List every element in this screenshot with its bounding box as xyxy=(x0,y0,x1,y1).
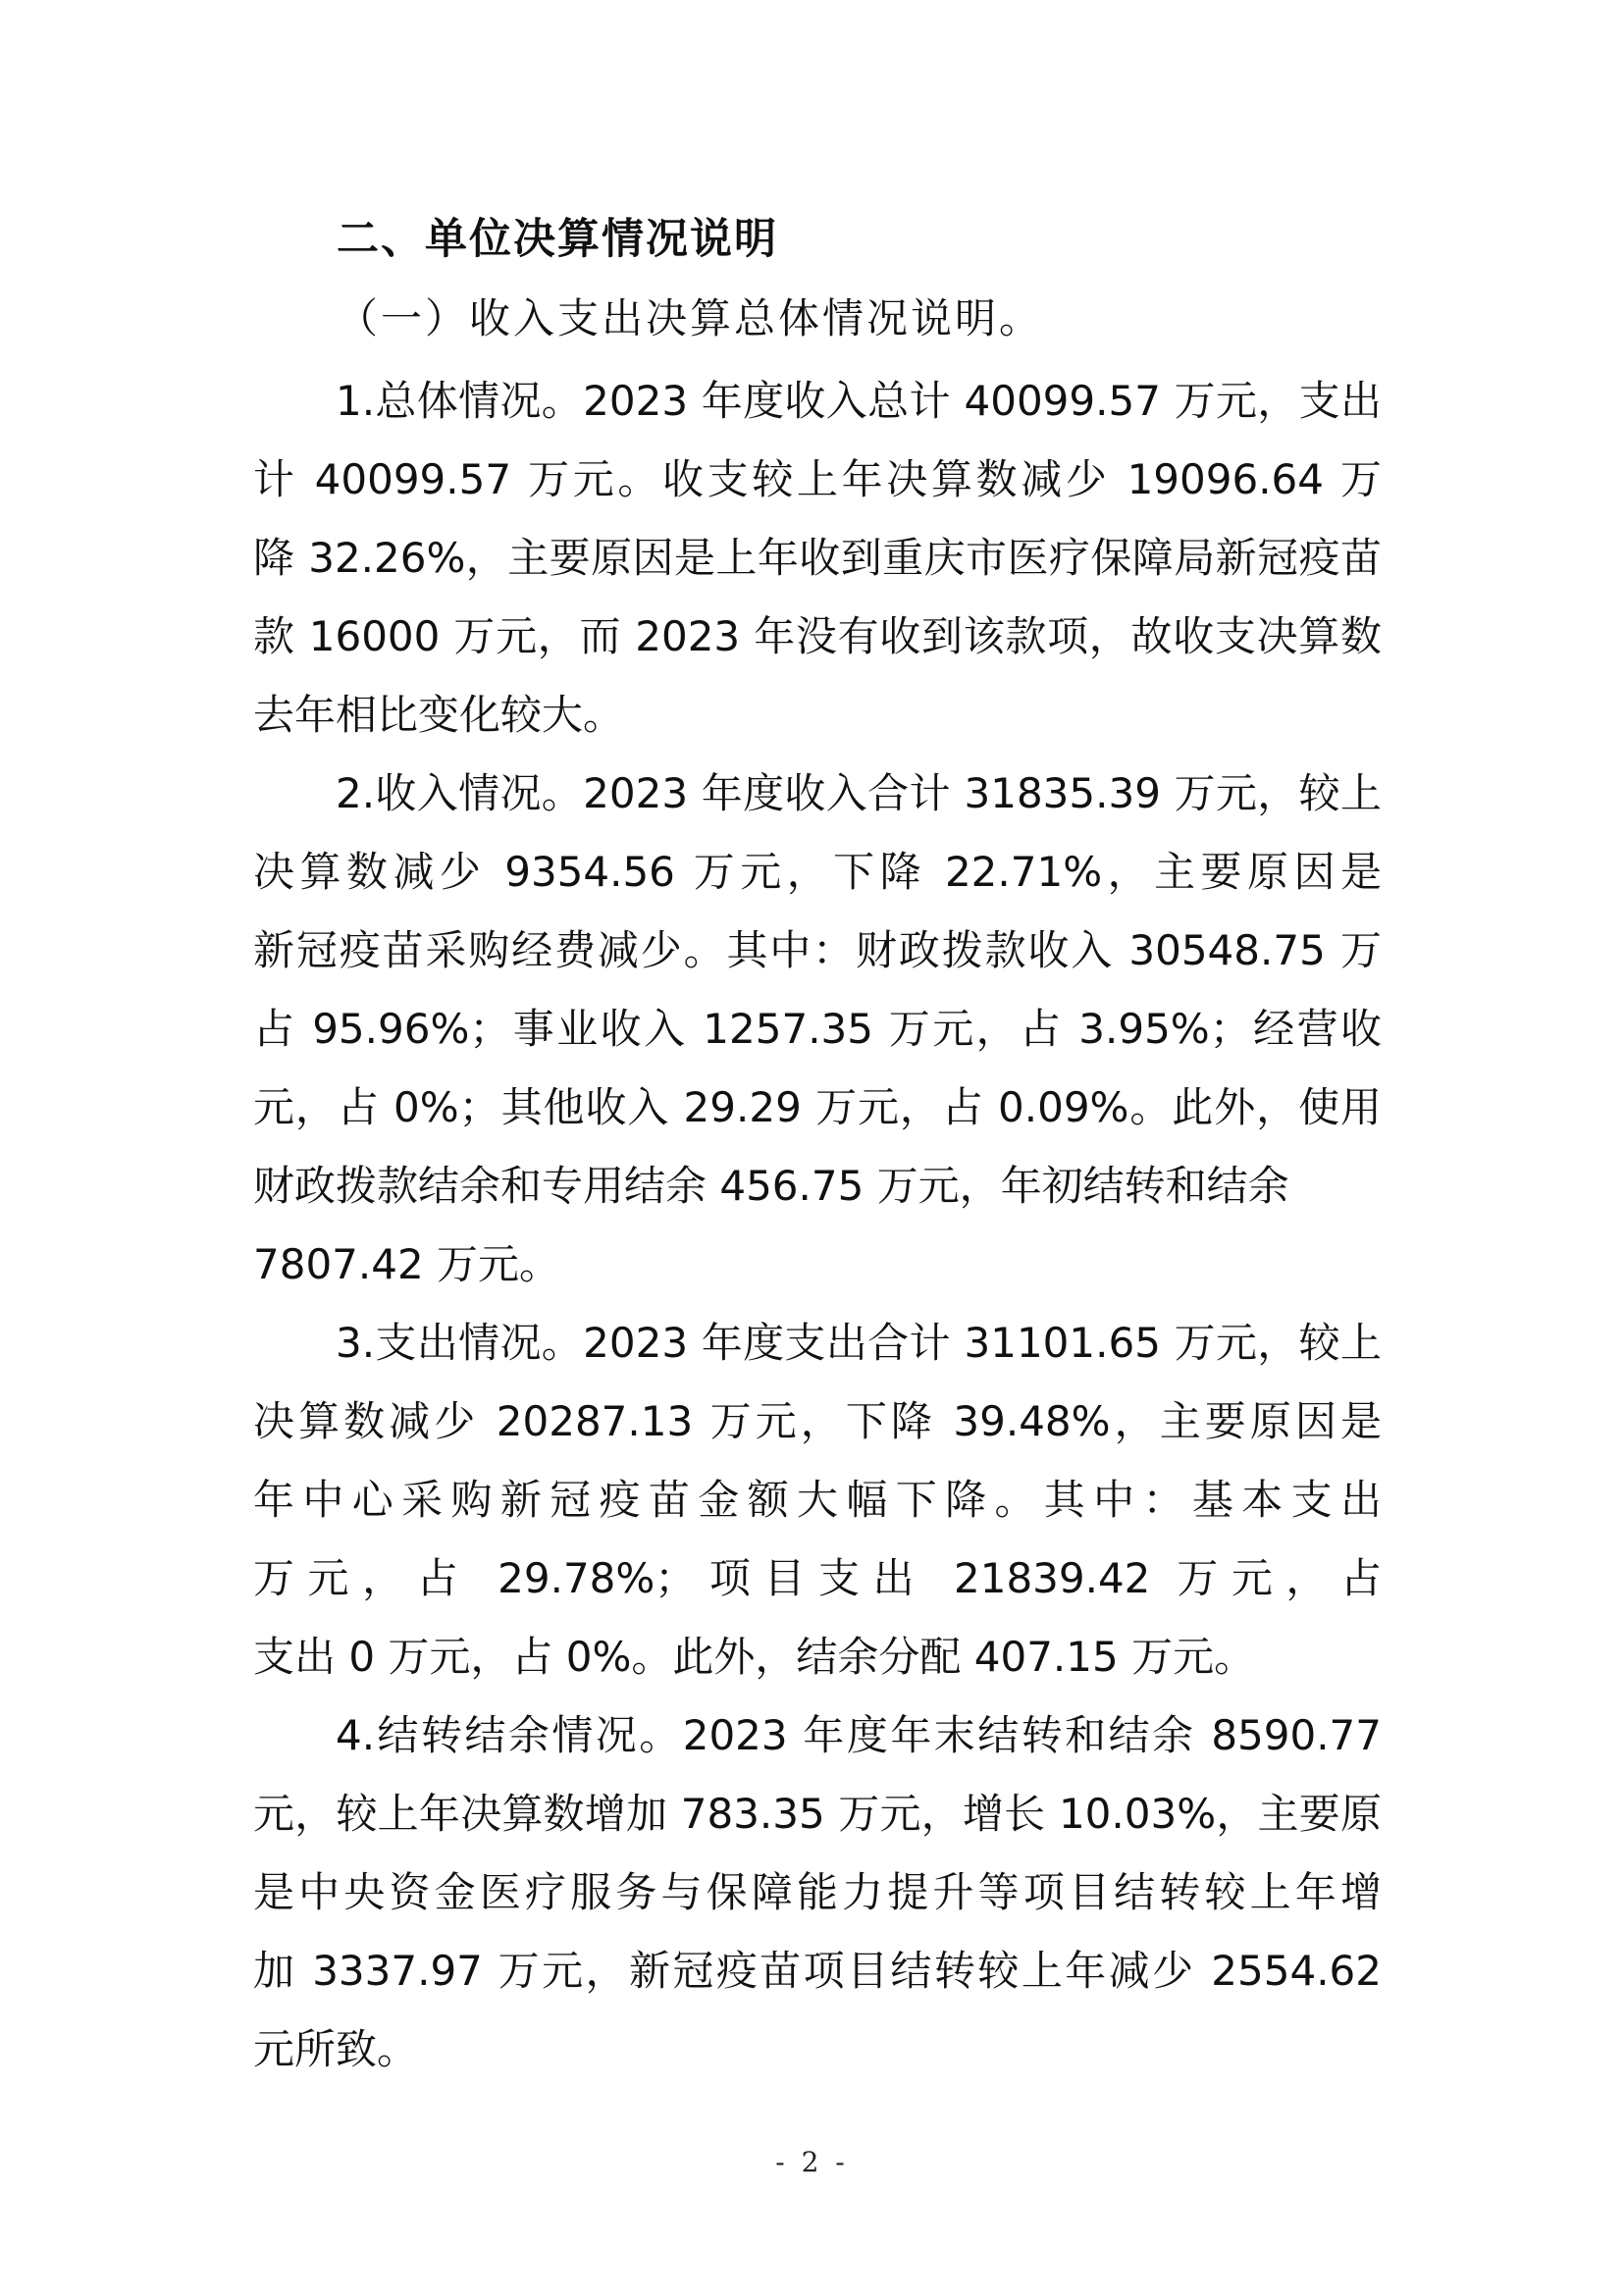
paragraph-line: 万元，占 29.78%；项目支出 21839.42 万元，占 xyxy=(253,1554,1382,1602)
paragraph-line: 4.结转结余情况。2023 年度年末结转和结余 8590.77 xyxy=(336,1711,1382,1759)
paragraph-line: 计 40099.57 万元。收支较上年决算数减少 19096.64 万 xyxy=(253,455,1382,503)
paragraph-line: 决算数减少 9354.56 万元，下降 22.71%，主要原因是 xyxy=(253,848,1382,896)
paragraph-line: 元所致。 xyxy=(253,2025,419,2073)
paragraph-line: 2.收入情况。2023 年度收入合计 31835.39 万元，较上 xyxy=(336,769,1382,817)
paragraph-line: 降 32.26%，主要原因是上年收到重庆市医疗保障局新冠疫苗 xyxy=(253,534,1382,582)
paragraph-line: 1.总体情况。2023 年度收入总计 40099.57 万元，支出 xyxy=(336,377,1382,425)
paragraph-line: 占 95.96%；事业收入 1257.35 万元，占 3.95%；经营收 xyxy=(253,1005,1382,1053)
paragraph-line: 是中央资金医疗服务与保障能力提升等项目结转较上年增 xyxy=(253,1868,1382,1916)
paragraph-overall xyxy=(253,362,1382,755)
paragraph-line: 新冠疫苗采购经费减少。其中：财政拨款收入 30548.75 万 xyxy=(253,926,1382,974)
paragraph-expenditure xyxy=(253,1304,1382,1696)
section-heading: 二、单位决算情况说明 xyxy=(337,215,778,264)
paragraph-line: 7807.42 万元。 xyxy=(253,1240,561,1288)
paragraph-line: 去年相比变化较大。 xyxy=(253,691,625,739)
paragraph-line: 元，占 0%；其他收入 29.29 万元，占 0.09%。此外，使用 xyxy=(253,1083,1382,1131)
paragraph-line: 决算数减少 20287.13 万元，下降 39.48%，主要原因是 xyxy=(253,1397,1382,1445)
paragraph-line: 加 3337.97 万元，新冠疫苗项目结转较上年减少 2554.62 xyxy=(253,1947,1382,1995)
paragraph-carryover xyxy=(253,1696,1382,2089)
paragraph-income xyxy=(253,755,1382,1304)
paragraph-line: 年中心采购新冠疫苗金额大幅下降。其中：基本支出 xyxy=(253,1476,1382,1524)
page-number: - 2 - xyxy=(775,2146,849,2178)
paragraph-line: 3.支出情况。2023 年度支出合计 31101.65 万元，较上 xyxy=(336,1319,1382,1367)
paragraph-line: 款 16000 万元，而 2023 年没有收到该款项，故收支决算数 xyxy=(253,612,1382,660)
paragraph-line: 支出 0 万元，占 0%。此外，结余分配 407.15 万元。 xyxy=(253,1633,1256,1681)
paragraph-line: 财政拨款结余和专用结余 456.75 万元，年初结转和结余 xyxy=(253,1162,1289,1210)
subsection-heading: （一）收入支出决算总体情况说明。 xyxy=(337,294,1044,342)
paragraph-line: 元，较上年决算数增加 783.35 万元，增长 10.03%，主要原 xyxy=(253,1790,1382,1838)
